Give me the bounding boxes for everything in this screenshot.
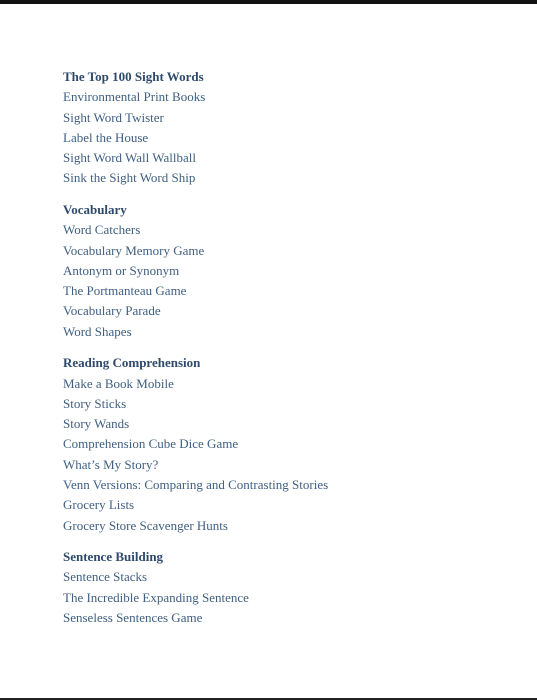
page-content [63, 67, 523, 639]
section-reading-comprehension [63, 353, 523, 536]
list-item: Sentence Stacks [63, 569, 148, 585]
list-item: The Portmanteau Game [63, 283, 187, 299]
list-item: What’s My Story? [63, 456, 159, 472]
list-item: Grocery Lists [63, 497, 135, 513]
section-list [63, 87, 523, 188]
section-list [63, 374, 523, 536]
list-item: Sink the Sight Word Ship [63, 170, 196, 186]
top-border-rule [0, 0, 537, 4]
list-item: Sight Word Twister [63, 109, 164, 125]
list-item: Venn Versions: Comparing and Contrasting Stories [63, 477, 329, 493]
section-heading: Reading Comprehension [63, 355, 201, 371]
section-list [63, 220, 523, 342]
list-item: Comprehension Cube Dice Game [63, 436, 239, 452]
list-item: Story Sticks [63, 395, 127, 411]
list-item: Vocabulary Memory Game [63, 242, 205, 258]
list-item: Label the House [63, 129, 149, 145]
section-sight-words [63, 67, 523, 189]
section-sentence-building [63, 547, 523, 628]
list-item: Sight Word Wall Wallball [63, 150, 196, 166]
list-item: Antonym or Synonym [63, 262, 180, 278]
list-item: Make a Book Mobile [63, 375, 174, 391]
list-item: Senseless Sentences Game [63, 609, 203, 625]
list-item: Grocery Store Scavenger Hunts [63, 517, 228, 533]
list-item: Vocabulary Parade [63, 303, 161, 319]
section-heading: Vocabulary [63, 201, 127, 217]
list-item: Environmental Print Books [63, 89, 206, 105]
section-heading: The Top 100 Sight Words [63, 69, 204, 84]
list-item: Word Shapes [63, 323, 132, 339]
section-heading: Sentence Building [63, 549, 164, 565]
list-item: Word Catchers [63, 222, 141, 238]
section-list [63, 567, 523, 628]
section-vocabulary [63, 200, 523, 342]
list-item: The Incredible Expanding Sentence [63, 589, 249, 605]
list-item: Story Wands [63, 416, 130, 432]
